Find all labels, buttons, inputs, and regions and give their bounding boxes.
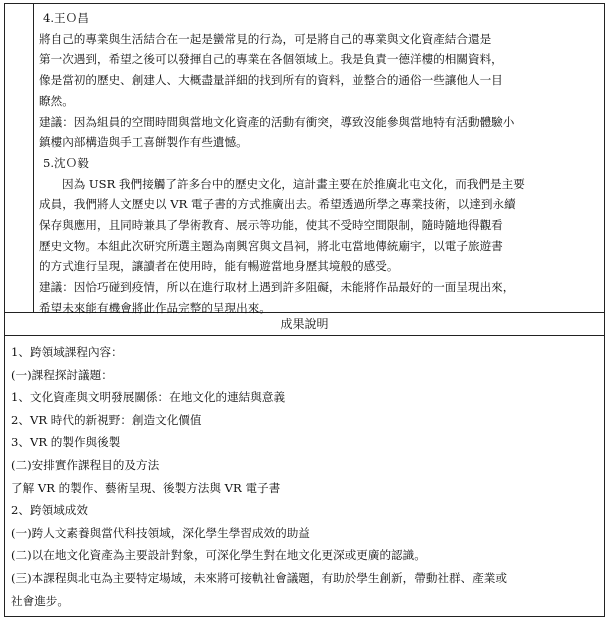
results-line: 1、跨領域課程內容： [11,345,123,359]
person-4-suggestion: 鎮樓內部構造與手工喜餅製作有些遺憾。 [39,135,248,150]
person-5-line: 歷史文物。本組此次研究所選主題為南興宮與文昌祠，將北屯當地傳統廟宇，以電子旅遊書 [39,238,503,253]
person-5-suggestion: 建議：因恰巧碰到疫情，所以在進行取材上遇到許多阻礙，未能將作品最好的一面呈現出來， [39,280,515,295]
left-column-cell [5,4,34,312]
results-section [5,336,604,616]
person-4-name: 4.王Ｏ昌 [43,11,89,25]
person-4-suggestion: 建議：因為組員的空間時間與當地文化資產的活動有衝突，導致沒能參與當地特有活動體驗小 [39,114,515,129]
results-line: (一)跨人文素養與當代科技領域，深化學生學習成效的助益 [11,525,310,540]
results-line: 社會進步。 [11,593,69,608]
person-5-line: 成員，我們將人文歷史以 VR 電子書的方式推廣出去。希望透過所學之專業技術，以達到永續 [39,197,516,212]
person-5-suggestion: 希望未來能有機會將此作品完整的呈現出來。 [39,300,271,315]
results-line: 2、VR 時代的新視野：創造文化價值 [11,412,202,427]
person-5-name: 5.沈Ｏ毅 [43,155,89,170]
person-4-line: 第一次遇到，希望之後可以發揮自己的專業在各個領域上。我是負責一德洋樓的相關資料， [39,52,503,67]
reflection-section [5,4,604,313]
results-header-title: 成果說明 [280,317,329,331]
results-line: 了解 VR 的製作、藝術呈現、後製方法與 VR 電子書 [11,480,281,495]
person-4-line: 瞭然。 [39,93,74,108]
results-line: 1、文化資產與文明發展關係：在地文化的連結與意義 [11,390,286,405]
report-table [4,3,605,617]
results-line: (二)安排實作課程目的及方法 [11,457,160,472]
results-line: (一)課程探討議題： [11,367,113,382]
person-5-line: 因為 USR 我們接觸了許多台中的歷史文化，這計畫主要在於推廣北屯文化，而我們是主要 [62,176,525,191]
results-line: (三)本課程與北屯為主要特定場域，未來將可接軌社會議題，有助於學生創新，帶動社群、產業或 [11,570,507,585]
person-5-line: 保存與應用，且同時兼具了學術教育、展示等功能，使其不受時空間限制，隨時隨地得觀看 [39,218,503,233]
person-5-line: 的方式進行呈現，讓讀者在使用時，能有暢遊當地身歷其境般的感受。 [39,259,399,274]
person-4-line: 像是當初的歷史、創建人、大概盡量詳細的找到所有的資料，並整合的通俗一些讓他人一目 [39,73,503,88]
results-line: 3、VR 的製作與後製 [11,435,121,450]
results-line: 2、跨領域成效 [11,503,88,518]
reflection-content [33,4,604,315]
person-4-line: 將自己的專業與生活結合在一起是蠻常見的行為，可是將自己的專業與文化資產結合還是 [39,31,492,46]
results-line: (二)以在地文化資產為主要設計對象，可深化學生對在地文化更深或更廣的認識。 [11,548,426,563]
